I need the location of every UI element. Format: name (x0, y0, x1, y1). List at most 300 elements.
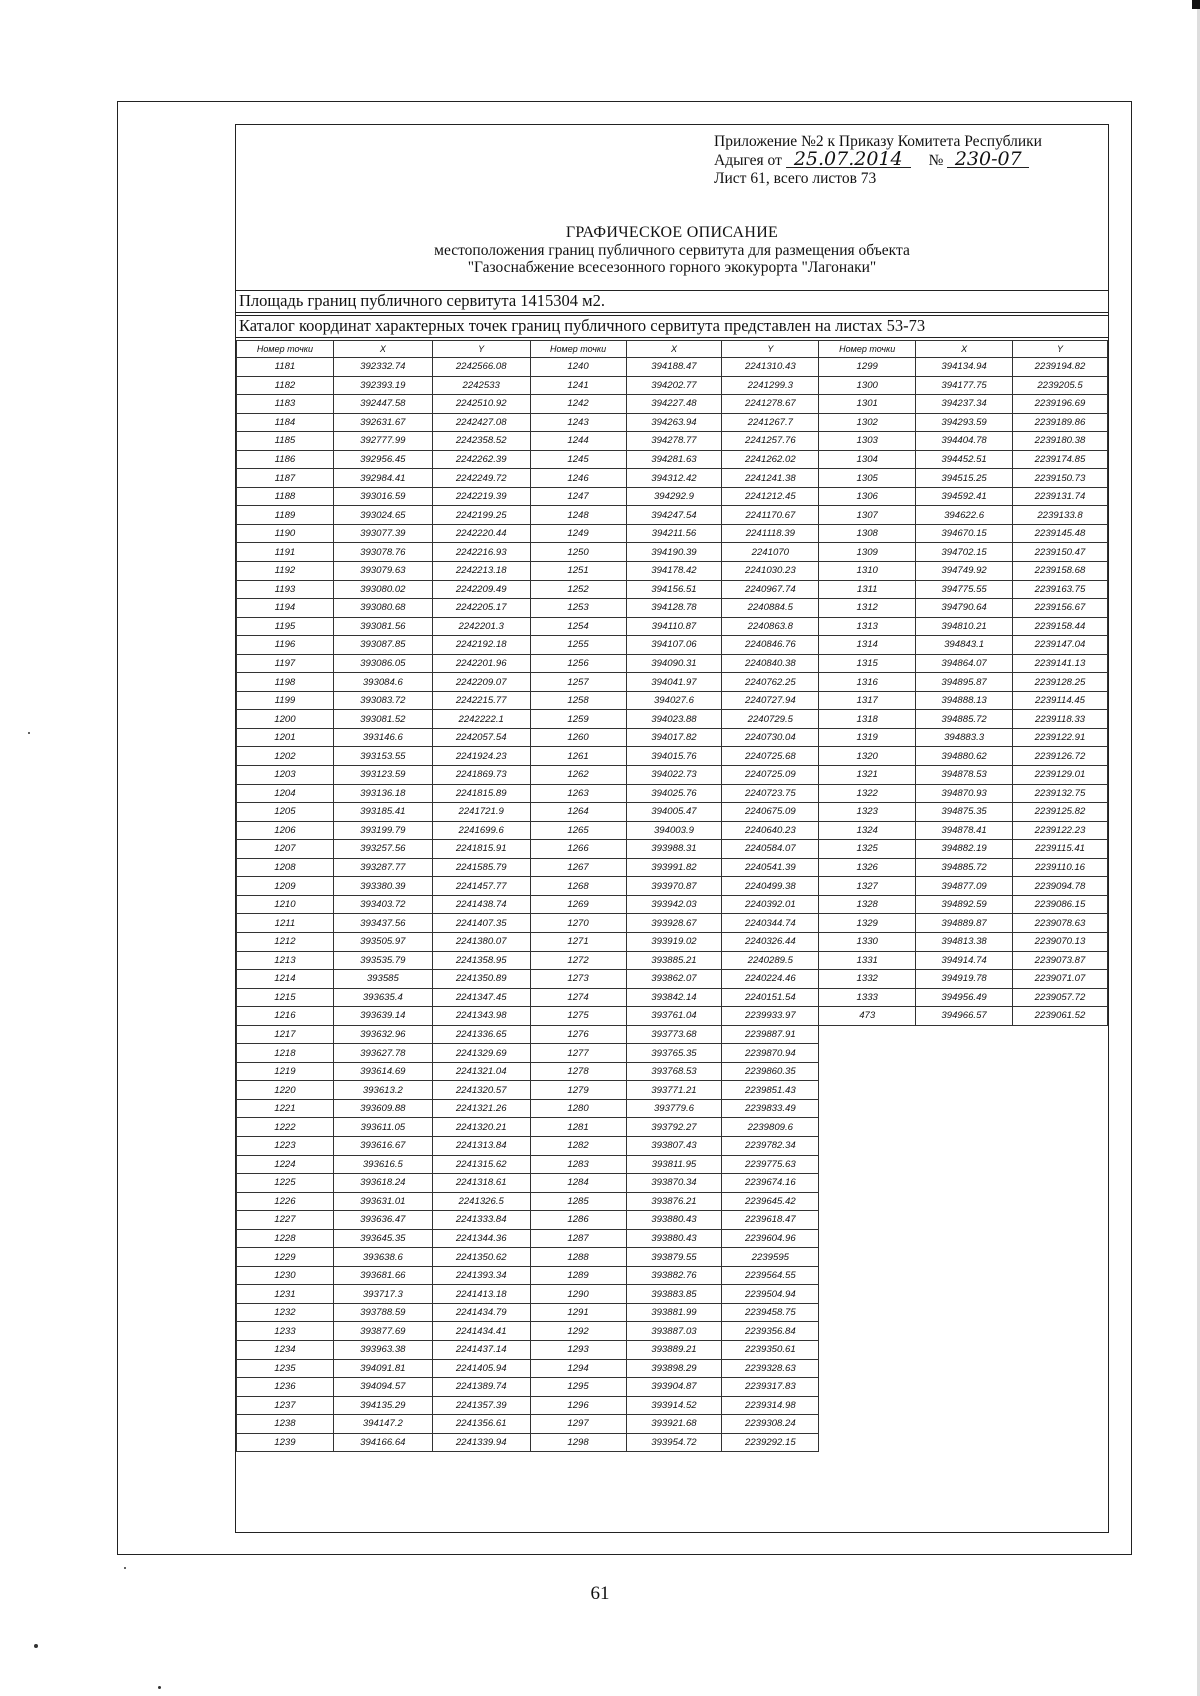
x-coordinate-cell: 393287.77 (333, 858, 432, 877)
table-row (237, 1303, 1108, 1322)
x-coordinate-cell: 393788.59 (333, 1303, 432, 1322)
y-coordinate-cell: 2239078.63 (1013, 914, 1108, 933)
x-coordinate-cell: 394883.3 (916, 728, 1013, 747)
scan-speck (124, 1567, 126, 1569)
y-coordinate-cell: 2239071.07 (1013, 970, 1108, 989)
table-row (237, 1211, 1108, 1230)
y-coordinate-cell: 2239317.83 (722, 1378, 819, 1397)
y-coordinate-cell: 2239125.82 (1013, 803, 1108, 822)
y-coordinate-cell: 2241357.39 (432, 1396, 530, 1415)
table-row (237, 803, 1108, 822)
y-coordinate-cell: 2240675.09 (722, 803, 819, 822)
x-coordinate-cell: 393078.76 (333, 543, 432, 562)
x-coordinate-cell: 393585 (333, 970, 432, 989)
point-number-cell: 1215 (237, 988, 334, 1007)
point-number-cell: 1276 (530, 1025, 626, 1044)
empty-cell (916, 1136, 1013, 1155)
point-number-cell: 1280 (530, 1099, 626, 1118)
x-coordinate-cell: 393627.78 (333, 1044, 432, 1063)
point-number-cell: 1216 (237, 1007, 334, 1026)
point-number-cell: 1187 (237, 469, 334, 488)
point-number-cell: 1212 (237, 932, 334, 951)
point-number-cell: 1283 (530, 1155, 626, 1174)
y-coordinate-cell: 2241869.73 (432, 766, 530, 785)
y-coordinate-cell: 2242057.54 (432, 728, 530, 747)
point-number-cell: 1317 (819, 691, 916, 710)
y-coordinate-cell: 2239128.25 (1013, 673, 1108, 692)
y-coordinate-cell: 2242219.39 (432, 487, 530, 506)
y-coordinate-cell: 2239163.75 (1013, 580, 1108, 599)
scan-speck (28, 732, 30, 734)
table-row (237, 1155, 1108, 1174)
x-coordinate-cell: 393771.21 (626, 1081, 722, 1100)
point-number-cell: 1192 (237, 562, 334, 581)
table-row (237, 710, 1108, 729)
table-row (237, 1025, 1108, 1044)
appendix-header (714, 133, 1094, 188)
y-coordinate-cell: 2239887.91 (722, 1025, 819, 1044)
empty-cell (819, 1192, 916, 1211)
empty-cell (916, 1229, 1013, 1248)
table-row (237, 617, 1108, 636)
table-row (237, 1322, 1108, 1341)
y-coordinate-cell: 2242205.17 (432, 599, 530, 618)
x-coordinate-cell: 393914.52 (626, 1396, 722, 1415)
y-coordinate-cell: 2239645.42 (722, 1192, 819, 1211)
point-number-cell: 1257 (530, 673, 626, 692)
y-coordinate-cell: 2239328.63 (722, 1359, 819, 1378)
y-coordinate-cell: 2242262.39 (432, 450, 530, 469)
x-coordinate-cell: 394875.35 (916, 803, 1013, 822)
y-coordinate-cell: 2241405.94 (432, 1359, 530, 1378)
empty-cell (819, 1136, 916, 1155)
y-coordinate-cell: 2241170.67 (722, 506, 819, 525)
y-coordinate-cell: 2242209.07 (432, 673, 530, 692)
point-number-cell: 1330 (819, 932, 916, 951)
point-number-cell: 1254 (530, 617, 626, 636)
point-number-cell: 1268 (530, 877, 626, 896)
y-coordinate-cell: 2240727.94 (722, 691, 819, 710)
x-coordinate-cell: 393535.79 (333, 951, 432, 970)
y-coordinate-cell: 2239194.82 (1013, 358, 1108, 377)
x-coordinate-cell: 393970.87 (626, 877, 722, 896)
table-row (237, 413, 1108, 432)
empty-cell (916, 1192, 1013, 1211)
x-coordinate-cell: 393616.5 (333, 1155, 432, 1174)
x-coordinate-cell: 393811.95 (626, 1155, 722, 1174)
empty-cell (819, 1285, 916, 1304)
point-number-cell: 1319 (819, 728, 916, 747)
table-row (237, 1415, 1108, 1434)
empty-cell (819, 1081, 916, 1100)
y-coordinate-cell: 2242222.1 (432, 710, 530, 729)
y-coordinate-cell: 2241457.77 (432, 877, 530, 896)
x-coordinate-cell: 393153.55 (333, 747, 432, 766)
x-coordinate-cell: 393635.4 (333, 988, 432, 1007)
x-coordinate-cell: 394452.51 (916, 450, 1013, 469)
y-coordinate-cell: 2241262.02 (722, 450, 819, 469)
point-number-cell: 1188 (237, 487, 334, 506)
x-coordinate-cell: 394166.64 (333, 1433, 432, 1452)
x-coordinate-cell: 393681.66 (333, 1266, 432, 1285)
x-coordinate-cell: 393084.6 (333, 673, 432, 692)
x-coordinate-cell: 393616.67 (333, 1136, 432, 1155)
point-number-cell: 1256 (530, 654, 626, 673)
x-coordinate-cell: 394202.77 (626, 376, 722, 395)
point-number-cell: 1241 (530, 376, 626, 395)
x-coordinate-cell: 394878.41 (916, 821, 1013, 840)
point-number-cell: 1210 (237, 895, 334, 914)
point-number-cell: 1258 (530, 691, 626, 710)
x-coordinate-cell: 394247.54 (626, 506, 722, 525)
y-coordinate-cell: 2239604.96 (722, 1229, 819, 1248)
y-coordinate-cell: 2241815.91 (432, 840, 530, 859)
column-header: Y (1013, 341, 1108, 358)
y-coordinate-cell: 2240730.04 (722, 728, 819, 747)
document-subtitle-1: местоположения границ публичного сервитута для размещения объекта (434, 241, 910, 259)
y-coordinate-cell: 2241318.61 (432, 1174, 530, 1193)
point-number-cell: 1286 (530, 1211, 626, 1230)
point-number-cell: 1220 (237, 1081, 334, 1100)
x-coordinate-cell: 394003.9 (626, 821, 722, 840)
y-coordinate-cell: 2239782.34 (722, 1136, 819, 1155)
x-coordinate-cell: 393880.43 (626, 1229, 722, 1248)
table-header-row (237, 341, 1108, 358)
point-number-cell: 1248 (530, 506, 626, 525)
point-number-cell: 1193 (237, 580, 334, 599)
y-coordinate-cell: 2239073.87 (1013, 951, 1108, 970)
y-coordinate-cell: 2242213.18 (432, 562, 530, 581)
appendix-line-1: Приложение №2 к Приказу Комитета Республики (714, 133, 1042, 150)
point-number-cell: 1233 (237, 1322, 334, 1341)
point-number-cell: 1277 (530, 1044, 626, 1063)
y-coordinate-cell: 2240762.25 (722, 673, 819, 692)
point-number-cell: 1252 (530, 580, 626, 599)
y-coordinate-cell: 2241924.23 (432, 747, 530, 766)
x-coordinate-cell: 394090.31 (626, 654, 722, 673)
point-number-cell: 1273 (530, 970, 626, 989)
y-coordinate-cell: 2241030.23 (722, 562, 819, 581)
y-coordinate-cell: 2239851.43 (722, 1081, 819, 1100)
point-number-cell: 1211 (237, 914, 334, 933)
title-block (236, 224, 1108, 277)
y-coordinate-cell: 2241339.94 (432, 1433, 530, 1452)
x-coordinate-cell: 393080.68 (333, 599, 432, 618)
point-number-cell: 1222 (237, 1118, 334, 1137)
empty-cell (916, 1044, 1013, 1063)
y-coordinate-cell: 2241313.84 (432, 1136, 530, 1155)
point-number-cell: 1232 (237, 1303, 334, 1322)
point-number-cell: 1198 (237, 673, 334, 692)
x-coordinate-cell: 394919.78 (916, 970, 1013, 989)
y-coordinate-cell: 2239070.13 (1013, 932, 1108, 951)
y-coordinate-cell: 2241434.41 (432, 1322, 530, 1341)
empty-cell (916, 1322, 1013, 1341)
table-row (237, 1359, 1108, 1378)
point-number-cell: 1229 (237, 1248, 334, 1267)
point-number-cell: 1264 (530, 803, 626, 822)
point-number-cell: 1323 (819, 803, 916, 822)
scan-speck (34, 1644, 38, 1648)
table-row (237, 599, 1108, 618)
point-number-cell: 1311 (819, 580, 916, 599)
point-number-cell: 1239 (237, 1433, 334, 1452)
x-coordinate-cell: 393645.35 (333, 1229, 432, 1248)
x-coordinate-cell: 393954.72 (626, 1433, 722, 1452)
y-coordinate-cell: 2241438.74 (432, 895, 530, 914)
x-coordinate-cell: 393870.34 (626, 1174, 722, 1193)
point-number-cell: 1265 (530, 821, 626, 840)
y-coordinate-cell: 2240840.38 (722, 654, 819, 673)
x-coordinate-cell: 394094.57 (333, 1378, 432, 1397)
point-number-cell: 1315 (819, 654, 916, 673)
x-coordinate-cell: 393919.02 (626, 932, 722, 951)
x-coordinate-cell: 394515.25 (916, 469, 1013, 488)
empty-cell (819, 1044, 916, 1063)
table-row (237, 654, 1108, 673)
y-coordinate-cell: 2239775.63 (722, 1155, 819, 1174)
table-row (237, 1044, 1108, 1063)
point-number-cell: 1195 (237, 617, 334, 636)
x-coordinate-cell: 392332.74 (333, 358, 432, 377)
x-coordinate-cell: 394895.87 (916, 673, 1013, 692)
point-number-cell: 1308 (819, 524, 916, 543)
y-coordinate-cell: 2241585.79 (432, 858, 530, 877)
y-coordinate-cell: 2242533 (432, 376, 530, 395)
empty-cell (1013, 1174, 1108, 1193)
point-number-cell: 1327 (819, 877, 916, 896)
point-number-cell: 1191 (237, 543, 334, 562)
point-number-cell: 1236 (237, 1378, 334, 1397)
point-number-cell: 1208 (237, 858, 334, 877)
y-coordinate-cell: 2240151.54 (722, 988, 819, 1007)
x-coordinate-cell: 394878.53 (916, 766, 1013, 785)
point-number-cell: 1314 (819, 636, 916, 655)
y-coordinate-cell: 2239205.5 (1013, 376, 1108, 395)
appendix-number-label: № (928, 152, 944, 169)
table-row (237, 469, 1108, 488)
point-number-cell: 1225 (237, 1174, 334, 1193)
y-coordinate-cell: 2241721.9 (432, 803, 530, 822)
x-coordinate-cell: 393631.01 (333, 1192, 432, 1211)
point-number-cell: 1326 (819, 858, 916, 877)
table-row (237, 1266, 1108, 1285)
x-coordinate-cell: 394749.92 (916, 562, 1013, 581)
point-number-cell: 1234 (237, 1340, 334, 1359)
empty-cell (1013, 1415, 1108, 1434)
x-coordinate-cell: 393765.35 (626, 1044, 722, 1063)
x-coordinate-cell: 394027.6 (626, 691, 722, 710)
x-coordinate-cell: 393717.3 (333, 1285, 432, 1304)
y-coordinate-cell: 2242209.49 (432, 580, 530, 599)
x-coordinate-cell: 394177.75 (916, 376, 1013, 395)
x-coordinate-cell: 393928.67 (626, 914, 722, 933)
scan-mark (1192, 0, 1200, 9)
empty-cell (819, 1062, 916, 1081)
point-number-cell: 1237 (237, 1396, 334, 1415)
x-coordinate-cell: 393081.52 (333, 710, 432, 729)
x-coordinate-cell: 394017.82 (626, 728, 722, 747)
point-number-cell: 1250 (530, 543, 626, 562)
table-row (237, 1062, 1108, 1081)
y-coordinate-cell: 2241393.34 (432, 1266, 530, 1285)
y-coordinate-cell: 2239122.23 (1013, 821, 1108, 840)
y-coordinate-cell: 2239133.8 (1013, 506, 1108, 525)
y-coordinate-cell: 2239114.45 (1013, 691, 1108, 710)
x-coordinate-cell: 394914.74 (916, 951, 1013, 970)
point-number-cell: 1307 (819, 506, 916, 525)
empty-cell (1013, 1266, 1108, 1285)
x-coordinate-cell: 394107.06 (626, 636, 722, 655)
empty-cell (1013, 1155, 1108, 1174)
x-coordinate-cell: 393773.68 (626, 1025, 722, 1044)
y-coordinate-cell: 2241350.89 (432, 970, 530, 989)
point-number-cell: 1242 (530, 395, 626, 414)
empty-cell (1013, 1303, 1108, 1322)
y-coordinate-cell: 2241434.79 (432, 1303, 530, 1322)
point-number-cell: 1199 (237, 691, 334, 710)
empty-cell (819, 1229, 916, 1248)
table-row (237, 970, 1108, 989)
x-coordinate-cell: 394134.94 (916, 358, 1013, 377)
catalog-row: Каталог координат характерных точек границ публичного сервитута представлен на листах 53-73 (236, 315, 1108, 338)
x-coordinate-cell: 394278.77 (626, 432, 722, 451)
x-coordinate-cell: 393077.39 (333, 524, 432, 543)
x-coordinate-cell: 393632.96 (333, 1025, 432, 1044)
point-number-cell: 1288 (530, 1248, 626, 1267)
y-coordinate-cell: 2240584.07 (722, 840, 819, 859)
x-coordinate-cell: 392447.58 (333, 395, 432, 414)
empty-cell (819, 1155, 916, 1174)
x-coordinate-cell: 394293.59 (916, 413, 1013, 432)
y-coordinate-cell: 2242510.92 (432, 395, 530, 414)
table-row (237, 914, 1108, 933)
x-coordinate-cell: 394888.13 (916, 691, 1013, 710)
x-coordinate-cell: 393080.02 (333, 580, 432, 599)
empty-cell (1013, 1211, 1108, 1230)
empty-cell (1013, 1062, 1108, 1081)
point-number-cell: 1293 (530, 1340, 626, 1359)
y-coordinate-cell: 2241299.3 (722, 376, 819, 395)
empty-cell (1013, 1099, 1108, 1118)
point-number-cell: 1329 (819, 914, 916, 933)
x-coordinate-cell: 394041.97 (626, 673, 722, 692)
point-number-cell: 1275 (530, 1007, 626, 1026)
table-row (237, 358, 1108, 377)
coordinates-table (236, 340, 1108, 1452)
empty-cell (1013, 1044, 1108, 1063)
y-coordinate-cell: 2240640.23 (722, 821, 819, 840)
point-number-cell: 1184 (237, 413, 334, 432)
point-number-cell: 1245 (530, 450, 626, 469)
point-number-cell: 1196 (237, 636, 334, 655)
point-number-cell: 1333 (819, 988, 916, 1007)
point-number-cell: 1243 (530, 413, 626, 432)
x-coordinate-cell: 393963.38 (333, 1340, 432, 1359)
point-number-cell: 1201 (237, 728, 334, 747)
y-coordinate-cell: 2241343.98 (432, 1007, 530, 1026)
y-coordinate-cell: 2241437.14 (432, 1340, 530, 1359)
table-row (237, 580, 1108, 599)
empty-cell (916, 1211, 1013, 1230)
y-coordinate-cell: 2240344.74 (722, 914, 819, 933)
y-coordinate-cell: 2239110.16 (1013, 858, 1108, 877)
y-coordinate-cell: 2241241.38 (722, 469, 819, 488)
point-number-cell: 1324 (819, 821, 916, 840)
x-coordinate-cell: 394592.41 (916, 487, 1013, 506)
y-coordinate-cell: 2241407.35 (432, 914, 530, 933)
point-number-cell: 1284 (530, 1174, 626, 1193)
x-coordinate-cell: 393876.21 (626, 1192, 722, 1211)
table-row (237, 673, 1108, 692)
y-coordinate-cell: 2239086.15 (1013, 895, 1108, 914)
x-coordinate-cell: 393199.79 (333, 821, 432, 840)
y-coordinate-cell: 2239061.52 (1013, 1007, 1108, 1026)
table-row (237, 562, 1108, 581)
y-coordinate-cell: 2239356.84 (722, 1322, 819, 1341)
x-coordinate-cell: 393638.6 (333, 1248, 432, 1267)
point-number-cell: 1303 (819, 432, 916, 451)
y-coordinate-cell: 2242201.96 (432, 654, 530, 673)
point-number-cell: 1300 (819, 376, 916, 395)
empty-cell (819, 1340, 916, 1359)
y-coordinate-cell: 2239057.72 (1013, 988, 1108, 1007)
table-row (237, 395, 1108, 414)
point-number-cell: 1278 (530, 1062, 626, 1081)
point-number-cell: 1189 (237, 506, 334, 525)
y-coordinate-cell: 2241356.61 (432, 1415, 530, 1434)
y-coordinate-cell: 2239150.73 (1013, 469, 1108, 488)
y-coordinate-cell: 2241320.57 (432, 1081, 530, 1100)
point-number-cell: 1230 (237, 1266, 334, 1285)
x-coordinate-cell: 392984.41 (333, 469, 432, 488)
y-coordinate-cell: 2239115.41 (1013, 840, 1108, 859)
point-number-cell: 1289 (530, 1266, 626, 1285)
y-coordinate-cell: 2239870.94 (722, 1044, 819, 1063)
point-number-cell: 1297 (530, 1415, 626, 1434)
empty-cell (916, 1155, 1013, 1174)
y-coordinate-cell: 2241212.45 (722, 487, 819, 506)
empty-cell (1013, 1359, 1108, 1378)
x-coordinate-cell: 393636.47 (333, 1211, 432, 1230)
table-row (237, 747, 1108, 766)
y-coordinate-cell: 2240884.5 (722, 599, 819, 618)
empty-cell (916, 1062, 1013, 1081)
point-number-cell: 1320 (819, 747, 916, 766)
x-coordinate-cell: 393898.29 (626, 1359, 722, 1378)
x-coordinate-cell: 393613.2 (333, 1081, 432, 1100)
x-coordinate-cell: 393842.14 (626, 988, 722, 1007)
x-coordinate-cell: 393086.05 (333, 654, 432, 673)
point-number-cell: 1281 (530, 1118, 626, 1137)
y-coordinate-cell: 2241413.18 (432, 1285, 530, 1304)
empty-cell (916, 1359, 1013, 1378)
table-row (237, 877, 1108, 896)
empty-cell (916, 1174, 1013, 1193)
table-row (237, 932, 1108, 951)
y-coordinate-cell: 2241326.5 (432, 1192, 530, 1211)
x-coordinate-cell: 394188.47 (626, 358, 722, 377)
empty-cell (819, 1118, 916, 1137)
y-coordinate-cell: 2239504.94 (722, 1285, 819, 1304)
point-number-cell: 1294 (530, 1359, 626, 1378)
x-coordinate-cell: 393609.88 (333, 1099, 432, 1118)
y-coordinate-cell: 2241380.07 (432, 932, 530, 951)
empty-cell (819, 1099, 916, 1118)
empty-cell (819, 1211, 916, 1230)
x-coordinate-cell: 393862.07 (626, 970, 722, 989)
y-coordinate-cell: 2240289.5 (722, 951, 819, 970)
